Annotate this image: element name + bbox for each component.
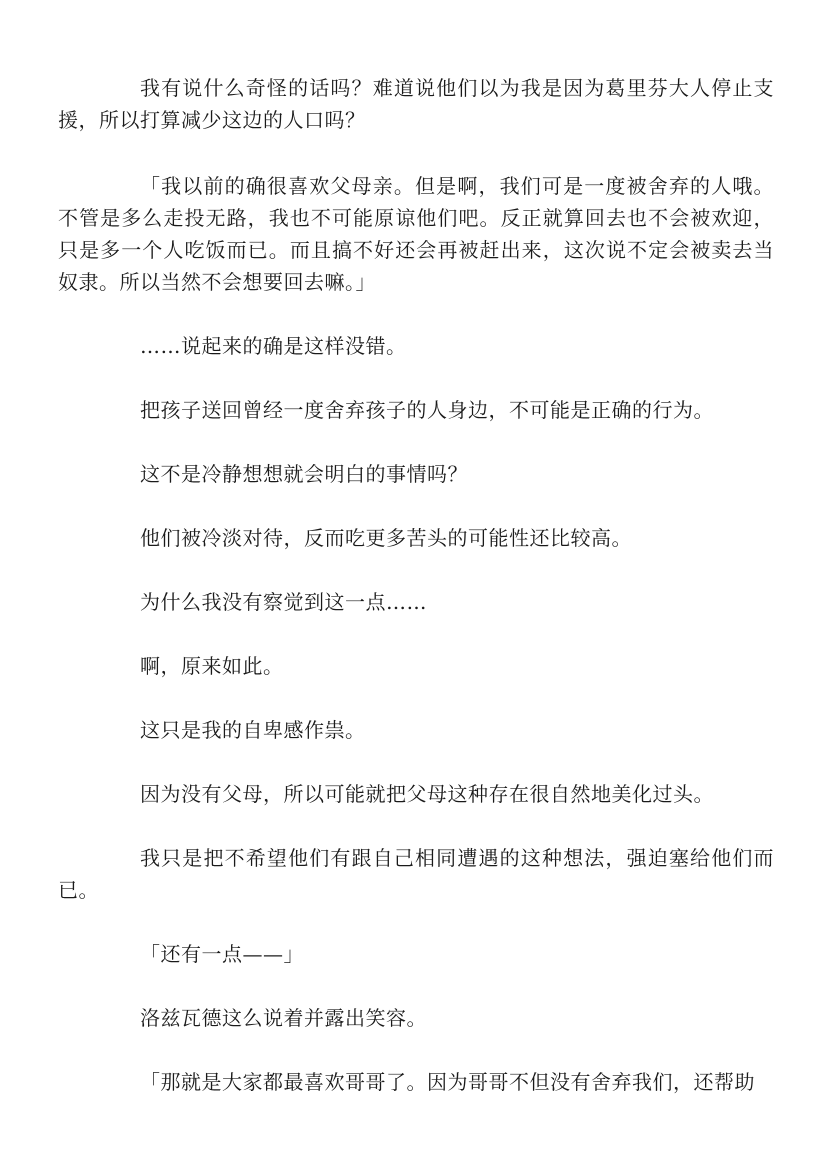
paragraph: 我只是把不希望他们有跟自己相同遭遇的这种想法，强迫塞给他们而已。 — [58, 846, 774, 902]
paragraph: 这不是冷静想想就会明白的事情吗？ — [140, 462, 468, 486]
paragraph: 这只是我的自卑感作祟。 — [140, 718, 366, 742]
paragraph: ……说起来的确是这样没错。 — [140, 334, 407, 358]
paragraph: 我有说什么奇怪的话吗？难道说他们以为我是因为葛里芬大人停止支援，所以打算减少这边的人口吗？ — [58, 76, 774, 132]
dialogue-paragraph: 「那就是大家都最喜欢哥哥了。因为哥哥不但没有舍弃我们，还帮助 — [140, 1070, 755, 1094]
dialogue-paragraph: 「我以前的确很喜欢父母亲。但是啊，我们可是一度被舍弃的人哦。不管是多么走投无路，我也不可能原谅他们吧。反正就算回去也不会被欢迎，只是多一个人吃饭而已。而且搞不好还会再被赶出来，这次说不定会被卖去当奴隶。所以当然不会想要回去嘛。」 — [58, 174, 774, 294]
paragraph: 他们被冷淡对待，反而吃更多苦头的可能性还比较高。 — [140, 526, 632, 550]
paragraph: 为什么我没有察觉到这一点…… — [140, 590, 427, 614]
paragraph: 把孩子送回曾经一度舍弃孩子的人身边，不可能是正确的行为。 — [140, 398, 714, 422]
paragraph: 洛兹瓦德这么说着并露出笑容。 — [140, 1006, 427, 1030]
paragraph: 因为没有父母，所以可能就把父母这种存在很自然地美化过头。 — [140, 782, 714, 806]
paragraph: 啊，原来如此。 — [140, 654, 284, 678]
dialogue-paragraph: 「还有一点——」 — [140, 942, 304, 966]
